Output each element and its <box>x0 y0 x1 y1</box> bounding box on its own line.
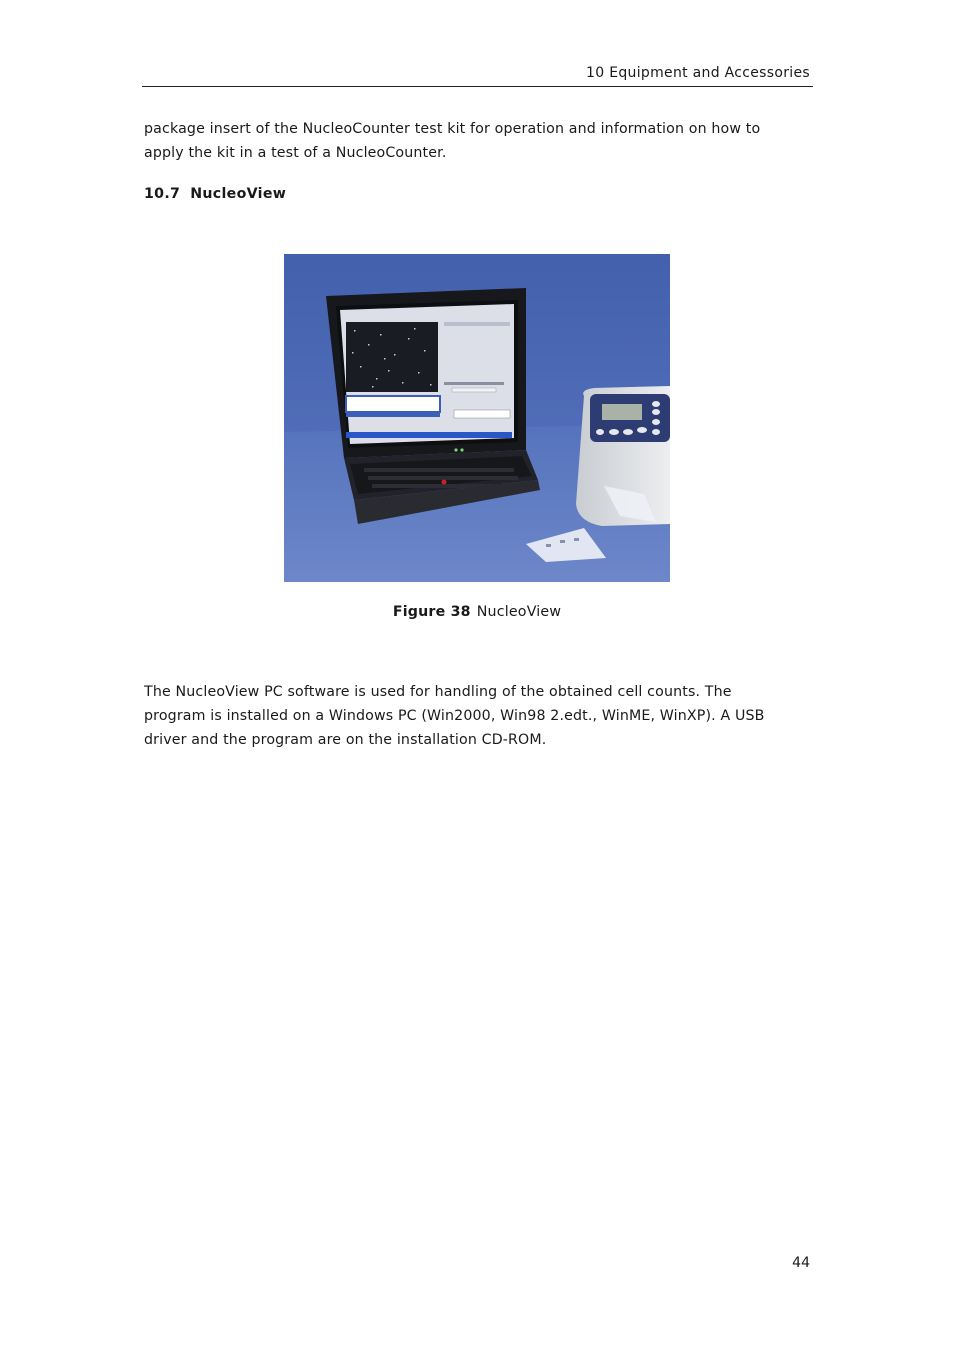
laptop-icon <box>326 288 540 524</box>
figure-photo <box>284 254 670 582</box>
section-title: NucleoView <box>190 186 287 202</box>
section-heading <box>144 186 286 202</box>
page-number: 44 <box>792 1255 810 1271</box>
figure-label: Figure 38 <box>392 604 471 620</box>
section-number: 10.7 <box>144 186 181 202</box>
running-header: 10 Equipment and Accessories <box>586 65 810 81</box>
paragraph-intro: package insert of the NucleoCounter test kit for operation and information on how to apply the kit in a test of a NucleoCounter. <box>144 121 761 161</box>
figure-caption <box>0 604 954 620</box>
header-divider <box>142 86 813 87</box>
figure-caption-text: NucleoView <box>476 604 562 620</box>
paragraph-nucleoview: The NucleoView PC software is used for handling of the obtained cell counts. The program is installed on a Windows PC (Win2000, Win98 2.edt., WinME, WinXP). A USB driver and the program are on the installation CD-ROM. <box>144 684 765 748</box>
